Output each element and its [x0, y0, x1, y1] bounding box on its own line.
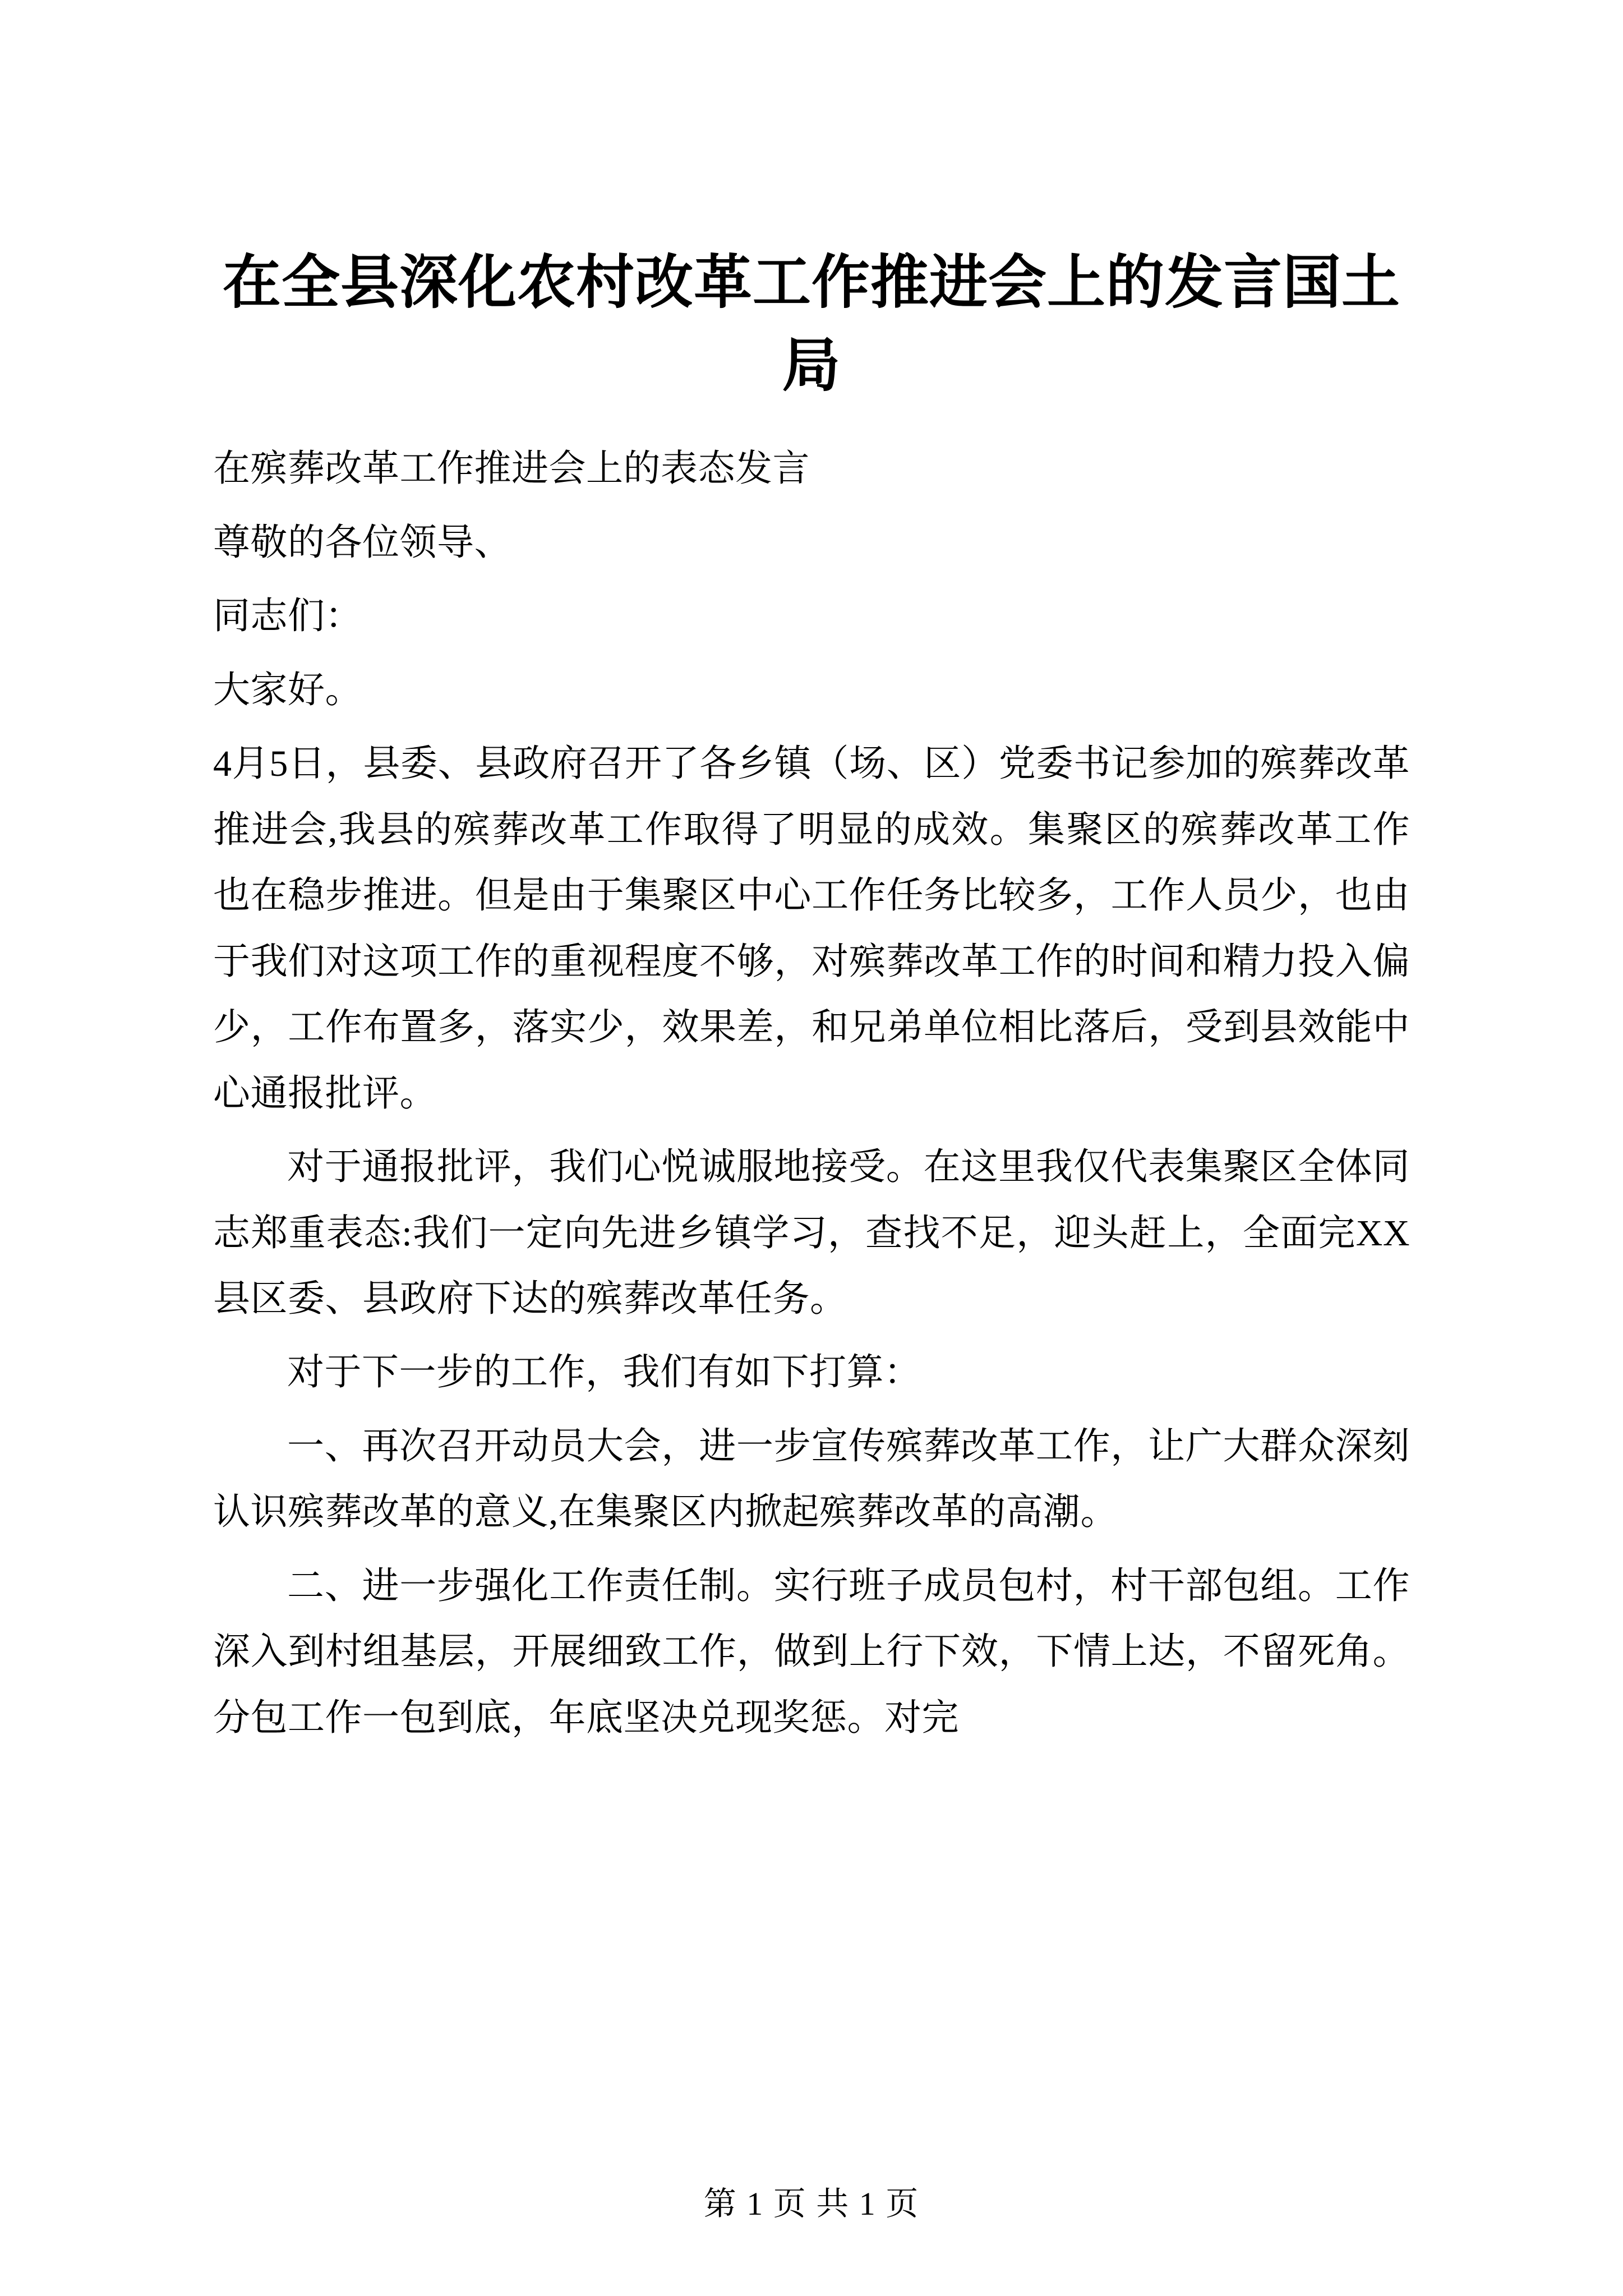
page-footer: 第 1 页 共 1 页 — [703, 2185, 920, 2222]
paragraph: 大家好。 — [213, 669, 362, 711]
paragraph: 尊敬的各位领导、 — [213, 522, 511, 563]
paragraph: 对于通报批评，我们心悦诚服地接受。在这里我仅代表集聚区全体同志郑重表态:我们一定向先进乡镇学习，查找不足，迎头赶上，全面完XX县区委、县政府下达的殡葬改革任务。 — [213, 1147, 1410, 1319]
document-body — [185, 436, 1438, 1751]
page-title: 在全县深化农村改革工作推进会上的发言国土局 — [222, 248, 1400, 399]
paragraph: 同志们： — [213, 596, 362, 637]
paragraph: 对于下一步的工作，我们有如下打算： — [287, 1352, 921, 1393]
paragraph: 二、进一步强化工作责任制。实行班子成员包村，村干部包组。工作深入到村组基层，开展细致工作，做到上行下效，下情上达，不留死角。分包工作一包到底，年底坚决兑现奖惩。对完 — [213, 1565, 1410, 1738]
paragraph: 4月5日，县委、县政府召开了各乡镇（场、区）党委书记参加的殡葬改革推进会,我县的殡葬改革工作取得了明显的成效。集聚区的殡葬改革工作也在稳步推进。但是由于集聚区中心工作任务比较多，工作人员少，也由于我们对这项工作的重视程度不够，对殡葬改革工作的时间和精力投入偏少，工作布置多，落实少，效果差，和兄弟单位相比落后，受到县效能中心通报批评。 — [213, 743, 1410, 1114]
paragraph: 在殡葬改革工作推进会上的表态发言 — [213, 448, 810, 490]
paragraph: 一、再次召开动员大会，进一步宣传殡葬改革工作，让广大群众深刻认识殡葬改革的意义,在集聚区内掀起殡葬改革的高潮。 — [213, 1425, 1410, 1533]
